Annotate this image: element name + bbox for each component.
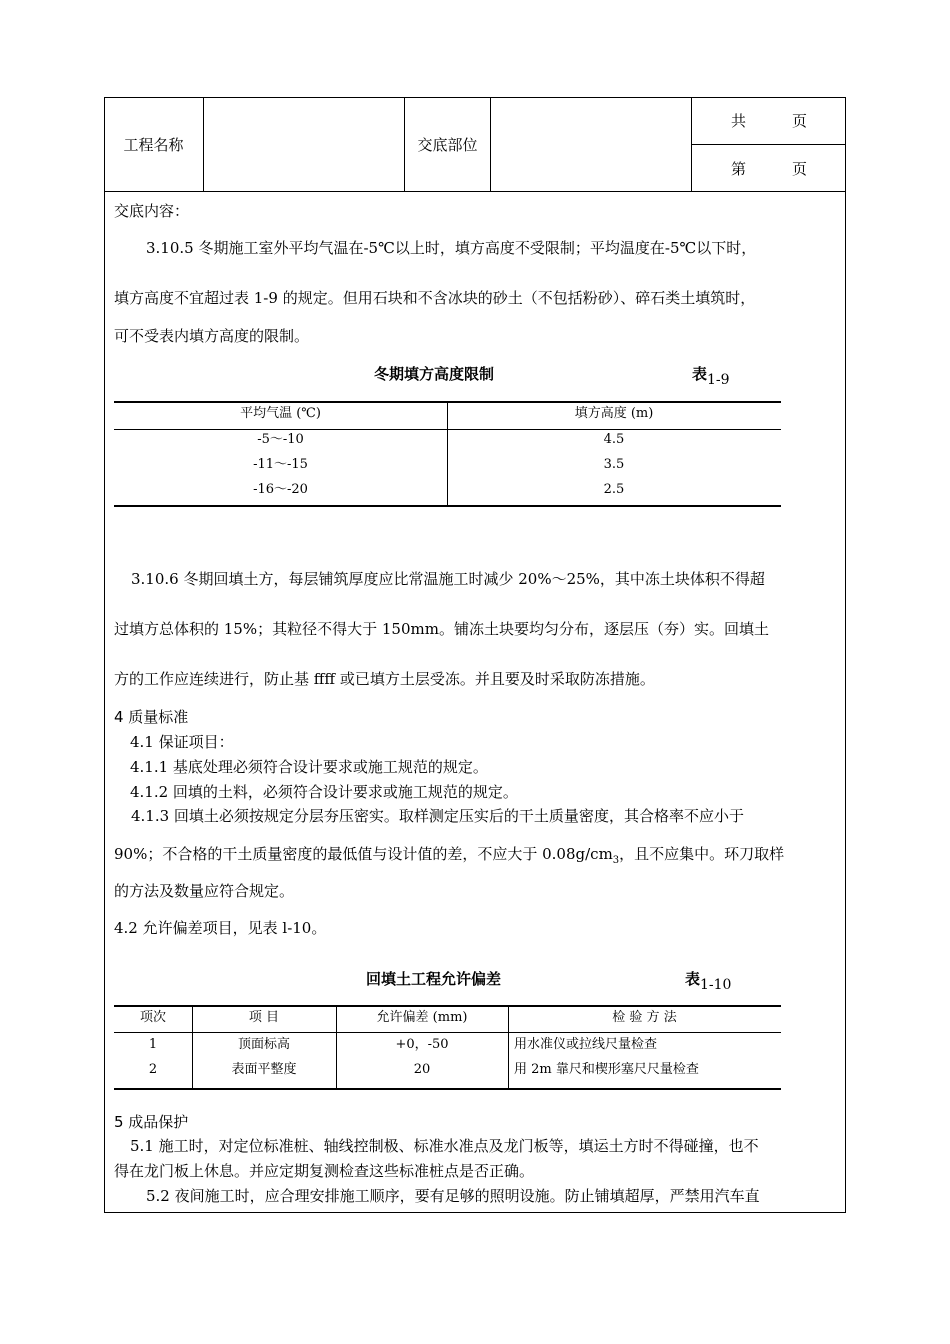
project-name-value[interactable] bbox=[204, 97, 405, 192]
section412: 4.1.2 回填的土料，必须符合设计要求或施工规范的规定。 bbox=[130, 783, 518, 801]
table-row: -16～-20 bbox=[253, 482, 308, 497]
table110-header-method: 检 验 方 法 bbox=[612, 1010, 677, 1025]
section41: 4.1 保证项目： bbox=[130, 733, 234, 751]
table-cell: 3.5 bbox=[603, 457, 625, 472]
table-cell: 4.5 bbox=[603, 432, 625, 447]
section5-title: 5 成品保护 bbox=[114, 1113, 189, 1131]
table19-header-temp: 平均气温 (℃) bbox=[240, 406, 321, 421]
para-3105-line3: 可不受表内填方高度的限制。 bbox=[114, 327, 310, 345]
content-label: 交底内容： bbox=[114, 202, 190, 220]
section411: 4.1.1 基底处理必须符合设计要求或施工规范的规定。 bbox=[130, 758, 488, 776]
table110-header-item: 项 目 bbox=[248, 1010, 280, 1025]
section42: 4.2 允许偏差项目，见表 l-10。 bbox=[114, 919, 327, 937]
section413-line3: 的方法及数量应符合规定。 bbox=[114, 882, 295, 900]
table-row: 2 bbox=[148, 1062, 158, 1077]
table110-header-no: 项次 bbox=[139, 1010, 166, 1025]
table-cell: 20 bbox=[413, 1062, 431, 1077]
total-pages: 共 页 bbox=[730, 112, 808, 130]
table19-number: 表1-9 bbox=[692, 365, 730, 388]
table-cell: 2.5 bbox=[603, 482, 625, 497]
table19-header-height: 填方高度 (m) bbox=[574, 406, 654, 421]
table110-number: 表1-10 bbox=[685, 970, 732, 993]
table110 bbox=[114, 1005, 781, 1090]
section52-line1: 5.2 夜间施工时，应合理安排施工顺序，要有足够的照明设施。防止铺填超厚，严禁用汽车直 bbox=[146, 1187, 760, 1205]
section413-line1: 4.1.3 回填土必须按规定分层夯压密实。取样测定压实后的干土质量密度，其合格率不应小于 bbox=[131, 807, 744, 825]
table19-title: 冬期填方高度限制 bbox=[374, 365, 495, 383]
handover-part-label: 交底部位 bbox=[405, 97, 491, 192]
table-cell: 用水准仪或拉线尺量检查 bbox=[514, 1037, 658, 1052]
section4-title: 4 质量标准 bbox=[114, 708, 189, 726]
page-number: 第 页 bbox=[730, 160, 808, 178]
table-row: -5～-10 bbox=[257, 432, 304, 447]
table110-header-tolerance: 允许偏差 (mm) bbox=[376, 1010, 468, 1025]
table-cell: 表面平整度 bbox=[231, 1062, 297, 1077]
header-table bbox=[104, 97, 846, 192]
table-cell: 顶面标高 bbox=[237, 1037, 290, 1052]
section51-line2: 得在龙门板上休息。并应定期复测检查这些标准桩点是否正确。 bbox=[114, 1162, 535, 1180]
para-3105-line2: 填方高度不宜超过表 1-9 的规定。但用石块和不含冰块的砂土（不包括粉砂）、碎石类土填筑时， bbox=[114, 289, 756, 307]
para-3106-line1: 3.10.6 冬期回填土方，每层铺筑厚度应比常温施工时减少 20%～25%，其中冻土块体积不得超 bbox=[131, 570, 765, 588]
para-3106-line2: 过填方总体积的 15%；其粒径不得大于 150mm。铺冻土块要均匀分布，逐层压（夯）实。回填土 bbox=[114, 620, 769, 638]
table-row: -11～-15 bbox=[253, 457, 308, 472]
section51-line1: 5.1 施工时，对定位标准桩、轴线控制极、标准水准点及龙门板等，填运土方时不得碰撞，也不 bbox=[130, 1137, 759, 1155]
project-name-label: 工程名称 bbox=[104, 97, 204, 192]
table19 bbox=[114, 401, 781, 507]
section413-line2: 90%；不合格的干土质量密度的最低值与设计值的差，不应大于 $0.08g/cm_3$，且不应集中。环刀取样 bbox=[114, 845, 785, 866]
table-cell: 用 2m 靠尺和楔形塞尺尺量检查 bbox=[514, 1062, 699, 1077]
para-3105-line1: 3.10.5 冬期施工室外平均气温在-5℃以上时，填方高度不受限制；平均温度在-5℃以下时， bbox=[146, 239, 757, 257]
table110-title: 回填土工程允许偏差 bbox=[366, 970, 502, 988]
table-row: 1 bbox=[148, 1037, 158, 1052]
table-cell: +0，-50 bbox=[395, 1037, 449, 1052]
handover-part-value[interactable] bbox=[491, 97, 692, 192]
para-3106-line3: 方的工作应连续进行，防止基 ffff 或已填方土层受冻。并且要及时采取防冻措施。 bbox=[114, 670, 655, 688]
header-bottom-line bbox=[104, 191, 846, 192]
